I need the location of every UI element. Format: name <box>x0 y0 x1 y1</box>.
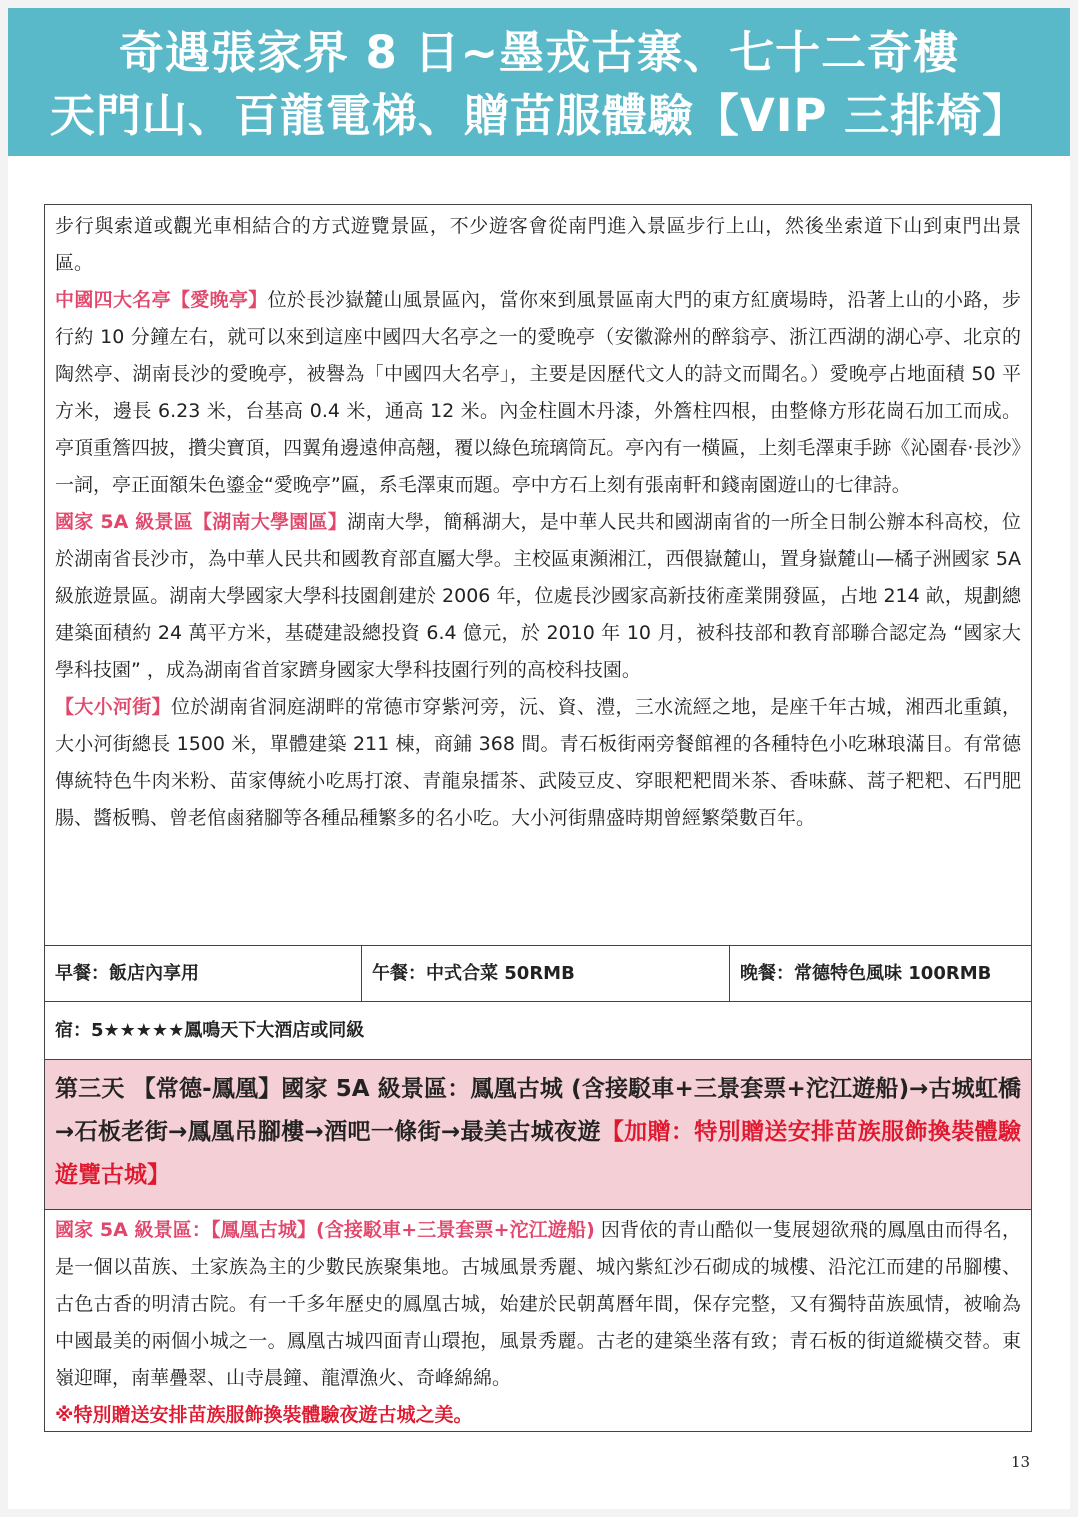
attraction-title: 【大小河街】 <box>55 696 171 718</box>
itinerary-table <box>44 204 1032 1432</box>
paragraph-yuelu-scenic: 步行與索道或觀光車相結合的方式遊覽景區，不少遊客會從南門進入景區步行上山，然後坐索道下山到東門出景區。 <box>55 215 1021 274</box>
hotel-row: 宿：5★★★★★鳳鳴天下大酒店或同級 <box>45 1001 1031 1059</box>
day3-attractions <box>45 1209 1031 1431</box>
page-title-line1: 奇遇張家界 8 日~墨戎古寨、七十二奇樓 <box>118 26 960 79</box>
meals-row <box>45 945 1031 1001</box>
paragraph-fenghuang: 國家 5A 級景區：【鳳凰古城】(含接駁車+三景套票+沱江遊船) 因背依的青山酷似一隻展翅欲飛的鳳凰由而得名，是一個以苗族、土家族為主的少數民族聚集地。古城風景秀麗、城內紫紅沙石砌成的城樓、沿沱江而建的吊腳樓、古色古香的明清古院。有一千多年歷史的鳳凰古城，始建於民朝萬曆年間，保存完整，又有獨特苗族風情，被喻為中國最美的兩個小城之一。鳳凰古城四面青山環抱，風景秀麗。古老的建築坐落有致；青石板的街道縱橫交替。東嶺迎暉，南華疊翠、山寺晨鐘、龍潭漁火、奇峰綿綿。 <box>55 1219 1021 1389</box>
breakfast-cell: 早餐：飯店內享用 <box>45 946 362 1001</box>
attraction-title: 國家 5A 級景區：【鳳凰古城】(含接駁車+三景套票+沱江遊船) <box>55 1219 595 1241</box>
dinner-cell: 晚餐：常德特色風味 100RMB <box>740 963 992 984</box>
day2-attractions <box>45 205 1031 945</box>
special-note: ※特別贈送安排苗族服飾換裝體驗夜遊古城之美。 <box>55 1404 473 1426</box>
itinerary-page <box>8 8 1070 1509</box>
page-title-line2: 天門山、百龍電梯、贈苗服體驗【VIP 三排椅】 <box>49 89 1029 142</box>
day3-banner <box>45 1059 1031 1209</box>
page-number: 13 <box>1011 1453 1031 1471</box>
paragraph-daxiaohe-street: 【大小河街】位於湖南省洞庭湖畔的常德市穿紫河旁，沅、資、澧，三水流經之地，是座千年古城，湘西北重鎮，大小河街總長 1500 米，單體建築 211 棟，商鋪 368 間。青石板街兩旁餐館裡的各種特色小吃琳琅滿目。有常德傳統特色牛肉米粉、苗家傳統小吃馬打滾、青龍泉擂茶、武陵豆皮、穿眼粑粑間米茶、香味蘇、蒿子粑粑、石門肥腸、醬板鴨、曾老倌鹵豬腳等各種品種繁多的名小吃。大小河街鼎盛時期曾經繁榮數百年。 <box>55 696 1021 829</box>
paragraph-hunan-university: 國家 5A 級景區【湖南大學園區】湖南大學，簡稱湖大，是中華人民共和國湖南省的一所全日制公辦本科高校，位於湖南省長沙市，為中華人民共和國教育部直屬大學。主校區東瀕湘江，西偎嶽麓山，置身嶽麓山—橘子洲國家 5A 級旅遊景區。湖南大學國家大學科技園創建於 2006 年，位處長沙國家高新技術產業開發區，占地 214 畝，規劃總建築面積約 24 萬平方米，基礎建設總投資 6.4 億元，於 2010 年 10 月，被科技部和教育部聯合認定為 “國家大學科技園” ，成為湖南省首家躋身國家大學科技園行列的高校科技園。 <box>55 511 1021 681</box>
day3-title: 第三天 【常德-鳳凰】國家 5A 級景區：鳳凰古城 (含接駁車+三景套票+沱江遊船)→古城虹橋→石板老街→鳳凰吊腳樓→酒吧一條街→最美古城夜遊 <box>55 1076 1021 1145</box>
title-banner <box>8 8 1070 156</box>
day3-bonus: 【加贈：特別贈送安排苗族服飾換裝體驗遊覽古城】 <box>55 1119 1021 1188</box>
attraction-title: 國家 5A 級景區【湖南大學園區】 <box>55 511 348 533</box>
lunch-cell: 午餐：中式合菜 50RMB <box>362 946 730 1001</box>
attraction-title: 中國四大名亭【愛晚亭】 <box>55 289 268 311</box>
paragraph-aiwan-pavilion: 中國四大名亭【愛晚亭】位於長沙嶽麓山風景區內，當你來到風景區南大門的東方紅廣場時，沿著上山的小路，步行約 10 分鐘左右，就可以來到這座中國四大名亭之一的愛晚亭（安徽滁州的醉翁亭、浙江西湖的湖心亭、北京的陶然亭、湖南長沙的愛晚亭，被譽為「中國四大名亭」，主要是因歷代文人的詩文而聞名。）愛晚亭占地面積 50 平方米，邊長 6.23 米，台基高 0.4 米，通高 12 米。內金柱圓木丹漆，外簷柱四根，由整條方形花崗石加工而成。亭頂重簷四披，攢尖寶頂，四翼角邊遠伸高翹，覆以綠色琉璃筒瓦。亭內有一橫匾，上刻毛澤東手跡《沁園春·長沙》一詞，亭正面額朱色鎏金“愛晚亭”匾，系毛澤東而題。亭中方石上刻有張南軒和錢南園遊山的七律詩。 <box>55 289 1021 496</box>
